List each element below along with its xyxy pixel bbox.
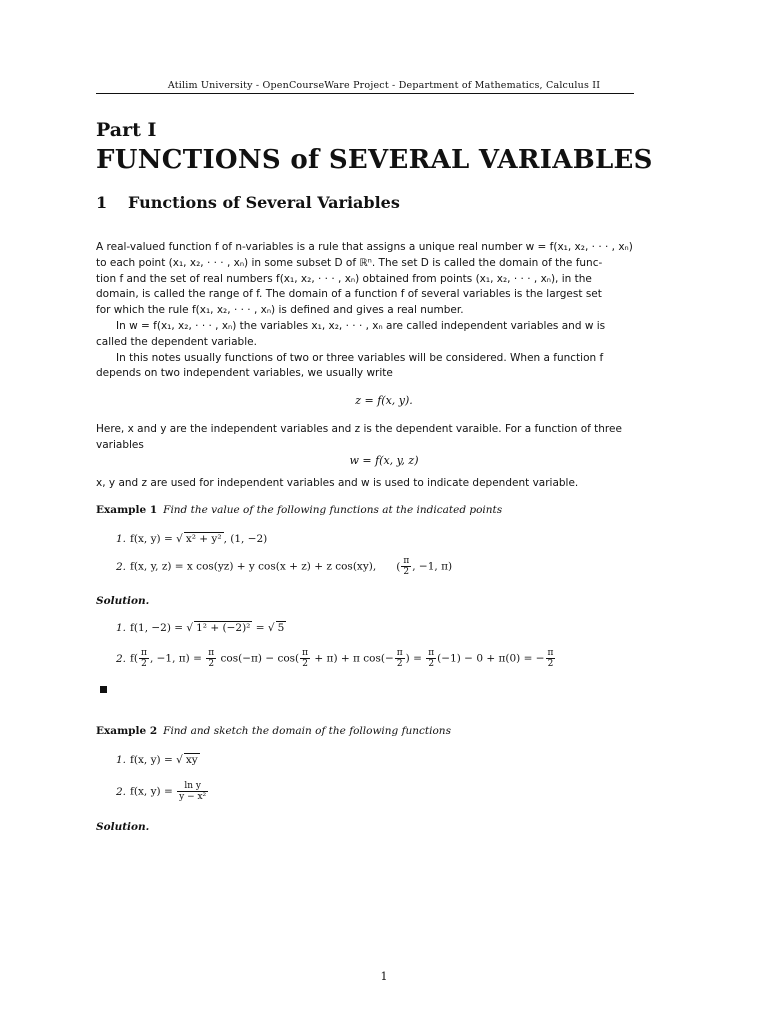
running-header: Atilim University - OpenCourseWare Project - Department of Mathematics, Calculus II	[167, 80, 601, 91]
radical-sign: √	[176, 533, 183, 545]
item-number: 1.	[116, 754, 127, 766]
math-text: , −1, π) =	[149, 652, 206, 665]
radicand: 5	[277, 622, 285, 634]
numerator: π	[302, 648, 309, 658]
page-number: 1	[380, 970, 388, 983]
numerator: π	[396, 648, 403, 658]
text-line: x, y and z are used for independent variables and w is used to indicate dependent variable.	[96, 477, 579, 489]
denominator: 2	[403, 567, 410, 577]
radicand: xy	[185, 754, 198, 766]
text-line: A real-valued function f of n-variables is a rule that assigns a unique real number w = f(x₁, x₂, · · · , xₙ)	[96, 241, 633, 253]
math-text: ) =	[405, 652, 426, 665]
qed-square-icon	[100, 686, 107, 693]
math-text: + π) + π cos(−	[311, 652, 394, 665]
numerator: π	[403, 556, 410, 566]
math-text: f(x, y) =	[130, 785, 177, 798]
text-line: tion f and the set of real numbers f(x₁, x₂, · · · , xₙ) obtained from points (x₁, x₂, · · · , xₙ), in the	[96, 272, 592, 285]
example-prompt: Find and sketch the domain of the following functions	[163, 725, 451, 737]
numerator: π	[547, 648, 554, 658]
text-line: domain, is called the range of f. The domain of a function f of several variables is the largest set	[96, 288, 602, 301]
paragraph-variables	[96, 422, 634, 454]
display-equation: w = f(x, y, z)	[349, 454, 419, 467]
math-text: f(x, y) =	[130, 533, 177, 545]
denominator: 2	[141, 659, 147, 669]
radicand: x² + y²	[185, 533, 222, 545]
item-number: 2.	[116, 785, 127, 798]
header-rule	[96, 93, 634, 94]
item-number: 2.	[116, 652, 127, 665]
fraction	[395, 648, 405, 669]
math-text: , (1, −2)	[223, 533, 268, 545]
paragraph-definition	[96, 240, 634, 382]
fraction	[139, 648, 149, 669]
math-text: f(1, −2) =	[130, 622, 187, 634]
text-line: variables	[96, 438, 144, 451]
part-title: FUNCTIONS of SEVERAL VARIABLES	[96, 145, 653, 175]
example-heading	[96, 504, 502, 516]
item-number: 1.	[116, 622, 127, 634]
solution-label: Solution.	[96, 595, 150, 607]
fraction	[401, 556, 411, 577]
math-text: f(x, y, z) = x cos(yz) + y cos(x + z) + z cos(xy),	[130, 560, 377, 573]
denominator: 2	[208, 659, 215, 669]
denominator: 2	[396, 659, 403, 669]
text-line: called the dependent variable.	[96, 335, 257, 348]
text-line: Here, x and y are the independent variables and z is the dependent varaible. For a function of three	[96, 423, 622, 435]
math-text: , −1, π)	[412, 560, 453, 573]
numerator: π	[141, 648, 147, 658]
math-text: f(x, y) =	[130, 754, 177, 766]
math-text: f(	[130, 652, 139, 665]
numerator: π	[208, 648, 215, 658]
section-heading	[96, 193, 400, 212]
text-line: for which the rule f(x₁, x₂, · · · , xₙ) is defined and gives a real number.	[96, 304, 464, 317]
fraction	[426, 648, 436, 669]
solution-item	[116, 648, 556, 669]
fraction	[206, 648, 216, 669]
numerator: π	[428, 648, 435, 658]
item-number: 2.	[116, 560, 127, 573]
example-label: Example 2	[96, 725, 158, 737]
fraction	[177, 781, 208, 802]
denominator: 2	[547, 659, 554, 669]
text-line: In this notes usually functions of two or three variables will be considered. When a function f	[116, 351, 604, 364]
fraction	[546, 648, 556, 669]
fraction	[300, 648, 310, 669]
example-item	[116, 753, 200, 766]
text-line: to each point (x₁, x₂, · · · , xₙ) in some subset D of ℝⁿ. The set D is called the domain of the func-	[96, 256, 603, 269]
radical-sign: √	[267, 622, 275, 634]
denominator: 2	[428, 659, 435, 669]
text-line: depends on two independent variables, we usually write	[96, 367, 393, 380]
example-prompt: Find the value of the following functions at the indicated points	[163, 504, 503, 516]
solution-item	[116, 621, 286, 634]
text-line: In w = f(x₁, x₂, · · · , xₙ) the variables x₁, x₂, · · · , xₙ are called independent variables and w is	[116, 319, 606, 332]
section-title: Functions of Several Variables	[128, 193, 400, 212]
math-text: (	[396, 560, 401, 573]
example-heading	[96, 725, 451, 737]
math-text: (−1) − 0 + π(0) = −	[437, 652, 545, 665]
radical-sign: √	[186, 622, 194, 634]
radicand: 1² + (−2)²	[196, 622, 251, 634]
example-item	[116, 556, 452, 577]
example-item	[116, 781, 209, 802]
solution-label: Solution.	[96, 821, 150, 833]
example-item	[116, 532, 267, 545]
math-text: =	[252, 622, 268, 634]
math-text: cos(−π) − cos(	[217, 652, 300, 665]
denominator: 2	[302, 659, 308, 669]
radical-sign: √	[176, 754, 183, 766]
display-equation: z = f(x, y).	[355, 394, 413, 407]
item-number: 1.	[116, 533, 127, 545]
section-number: 1	[96, 193, 108, 212]
numerator: ln y	[177, 781, 208, 792]
example-label: Example 1	[96, 504, 158, 516]
denominator: y − x²	[179, 792, 207, 802]
part-label: Part I	[96, 119, 157, 141]
